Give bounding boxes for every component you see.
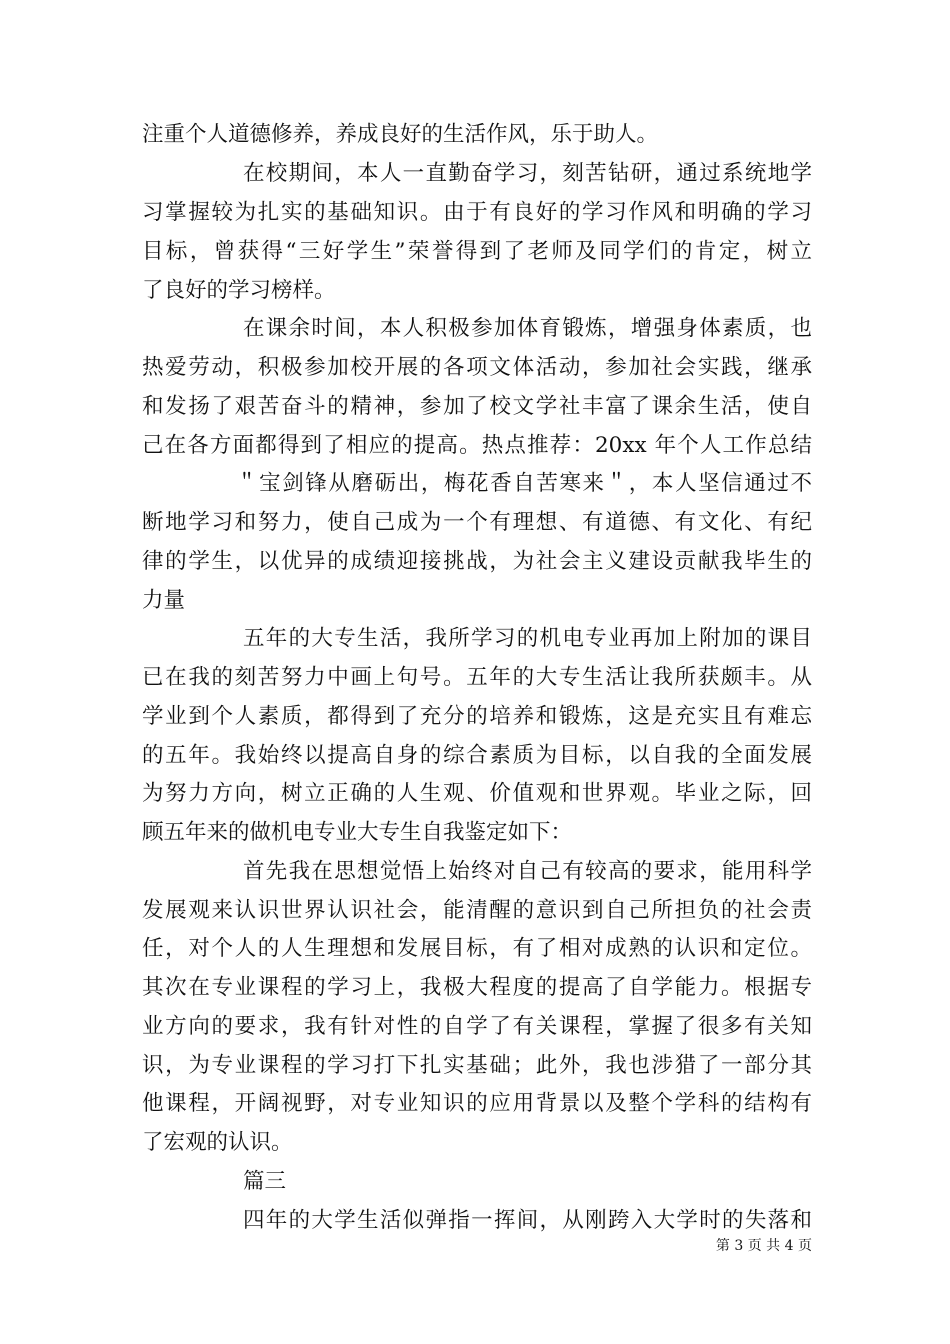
text-line-17: 的五年。我始终以提高自身的综合素质为目标，以自我的全面发展	[142, 743, 812, 768]
text-line-22: 任，对个人的人生理想和发展目标，有了相对成熟的认识和定位。	[142, 936, 812, 961]
text-line-11: 断地学习和努力，使自己成为一个有理想、有道德、有文化、有纪	[142, 510, 812, 535]
text-line-9: 己在各方面都得到了相应的提高。热点推荐：20xx 年个人工作总结	[142, 433, 812, 458]
text-line-8: 和发扬了艰苦奋斗的精神，参加了校文学社丰富了课余生活，使自	[142, 394, 812, 419]
text-line-2: 在校期间，本人一直勤奋学习，刻苦钻研，通过系统地学	[243, 161, 812, 186]
text-line-6: 在课余时间，本人积极参加体育锻炼，增强身体素质，也	[243, 316, 812, 341]
text-line-23: 其次在专业课程的学习上，我极大程度的提高了自学能力。根据专	[142, 975, 812, 1000]
text-line-7: 热爱劳动，积极参加校开展的各项文体活动，参加社会实践，继承	[142, 355, 812, 380]
text-line-10: ＂宝剑锋从磨砺出，梅花香自苦寒来＂，本人坚信通过不	[236, 471, 812, 496]
text-line-14: 五年的大专生活，我所学习的机电专业再加上附加的课目	[243, 626, 812, 651]
text-line-24: 业方向的要求，我有针对性的自学了有关课程，掌握了很多有关知	[142, 1014, 812, 1039]
text-line-27: 了宏观的认识。	[142, 1130, 293, 1155]
text-line-16: 学业到个人素质，都得到了充分的培养和锻炼，这是充实且有难忘	[142, 704, 812, 729]
text-line-20: 首先我在思想觉悟上始终对自己有较高的要求，能用科学	[243, 859, 812, 884]
text-line-5: 了良好的学习榜样。	[142, 278, 336, 303]
text-line-19: 顾五年来的做机电专业大专生自我鉴定如下：	[142, 820, 573, 845]
text-line-3: 习掌握较为扎实的基础知识。由于有良好的学习作风和明确的学习	[142, 200, 812, 225]
text-line-12: 律的学生，以优异的成绩迎接挑战，为社会主义建设贡献我毕生的	[142, 549, 812, 574]
text-line-13: 力量	[142, 588, 186, 613]
text-line-15: 已在我的刻苦努力中画上句号。五年的大专生活让我所获颇丰。从	[142, 665, 812, 690]
text-line-29: 四年的大学生活似弹指一挥间，从刚跨入大学时的失落和	[243, 1208, 812, 1233]
text-line-1: 注重个人道德修养，养成良好的生活作风，乐于助人。	[142, 122, 659, 147]
text-line-4: 目标，曾获得“三好学生”荣誉得到了老师及同学们的肯定，树立	[142, 239, 812, 264]
text-line-26: 他课程，开阔视野，对专业知识的应用背景以及整个学科的结构有	[142, 1091, 812, 1116]
text-line-18: 为努力方向，树立正确的人生观、价值观和世界观。毕业之际，回	[142, 781, 812, 806]
page-footer: 第 3 页 共 4 页	[715, 1238, 812, 1254]
section-heading: 篇三	[243, 1169, 287, 1194]
text-line-25: 识，为专业课程的学习打下扎实基础；此外，我也涉猎了一部分其	[142, 1053, 812, 1078]
text-line-21: 发展观来认识世界认识社会，能清醒的意识到自己所担负的社会责	[142, 898, 812, 923]
